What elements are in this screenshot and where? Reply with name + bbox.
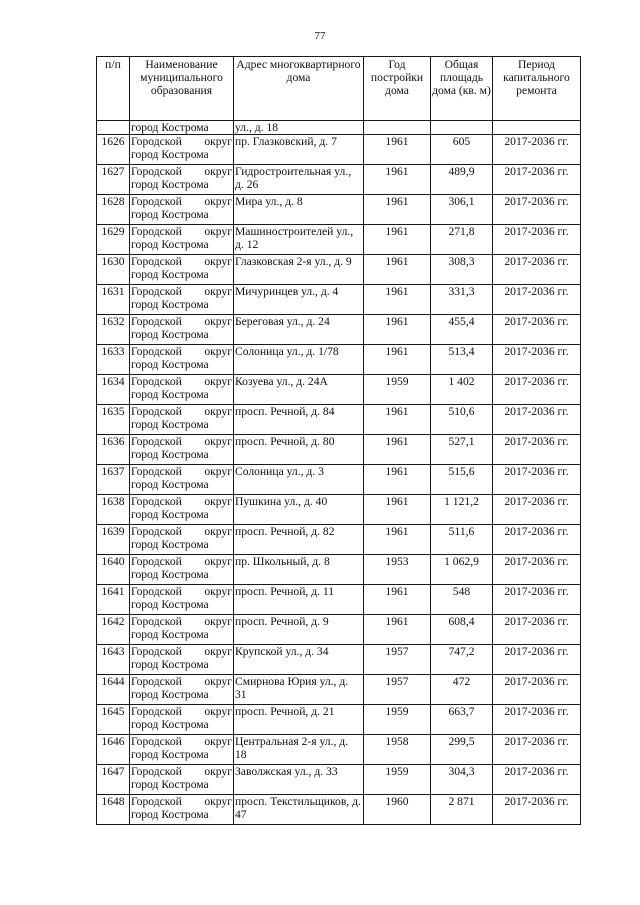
municipality-kind: округ: [204, 255, 232, 268]
cell-address: просп. Текстильщиков, д. 47: [234, 795, 364, 825]
municipality-kind: округ: [204, 765, 232, 778]
cell-period: 2017-2036 гг.: [493, 375, 581, 405]
cell-period: 2017-2036 гг.: [493, 675, 581, 705]
cell-municipality: [130, 315, 234, 345]
cell-period: 2017-2036 гг.: [493, 255, 581, 285]
municipality-type: Городской: [131, 525, 182, 538]
cell-year: 1961: [364, 525, 431, 555]
municipality-type: Городской: [131, 315, 182, 328]
cell-area: 663,7: [431, 705, 493, 735]
cell-year: 1961: [364, 255, 431, 285]
municipality-type: Городской: [131, 495, 182, 508]
municipality-kind: округ: [204, 675, 232, 688]
cell-municipality: город Кострома: [130, 121, 234, 135]
municipality-kind: округ: [204, 615, 232, 628]
municipality-city: город Кострома: [131, 478, 209, 491]
cell-area: 1 121,2: [431, 495, 493, 525]
municipality-type: Городской: [131, 195, 182, 208]
cell-year: 1961: [364, 435, 431, 465]
municipality-kind: округ: [204, 555, 232, 568]
cell-year: 1961: [364, 195, 431, 225]
municipality-city: город Кострома: [131, 568, 209, 581]
cell-year: 1959: [364, 765, 431, 795]
table-row: [97, 285, 581, 315]
cell-period: 2017-2036 гг.: [493, 765, 581, 795]
cell-address: Пушкина ул., д. 40: [234, 495, 364, 525]
cell-year: 1961: [364, 225, 431, 255]
table-row: [97, 795, 581, 825]
cell-year: 1961: [364, 615, 431, 645]
cell-area: 511,6: [431, 525, 493, 555]
municipality-kind: округ: [204, 345, 232, 358]
cell-area: 747,2: [431, 645, 493, 675]
cell-num: 1635: [97, 405, 130, 435]
municipality-kind: округ: [204, 705, 232, 718]
municipality-type: Городской: [131, 225, 182, 238]
table-row: [97, 555, 581, 585]
cell-municipality: [130, 165, 234, 195]
municipality-kind: округ: [204, 525, 232, 538]
cell-address: просп. Речной, д. 80: [234, 435, 364, 465]
header-num: п/п: [97, 57, 130, 121]
cell-num: 1626: [97, 135, 130, 165]
municipality-city: город Кострома: [131, 148, 209, 161]
municipality-city: город Кострома: [131, 328, 209, 341]
cell-period: 2017-2036 гг.: [493, 555, 581, 585]
cell-municipality: [130, 285, 234, 315]
cell-num: 1630: [97, 255, 130, 285]
cell-num: 1645: [97, 705, 130, 735]
municipality-city: город Кострома: [131, 778, 209, 791]
cell-num: 1627: [97, 165, 130, 195]
cell-num: 1638: [97, 495, 130, 525]
cell-num: 1646: [97, 735, 130, 765]
municipality-kind: округ: [204, 465, 232, 478]
cell-municipality: [130, 765, 234, 795]
municipality-kind: округ: [204, 495, 232, 508]
municipality-kind: округ: [204, 135, 232, 148]
municipality-type: Городской: [131, 615, 182, 628]
municipality-city: город Кострома: [131, 748, 209, 761]
cell-area: 304,3: [431, 765, 493, 795]
municipality-kind: округ: [204, 195, 232, 208]
page-number: 77: [314, 30, 326, 42]
table-row: [97, 735, 581, 765]
municipality-type: Городской: [131, 675, 182, 688]
cell-period: 2017-2036 гг.: [493, 165, 581, 195]
cell-num: 1631: [97, 285, 130, 315]
cell-municipality: [130, 255, 234, 285]
municipality-kind: округ: [204, 435, 232, 448]
cell-municipality: [130, 675, 234, 705]
cell-area: 605: [431, 135, 493, 165]
cell-num: 1633: [97, 345, 130, 375]
table-row: [97, 405, 581, 435]
cell-municipality: [130, 435, 234, 465]
table-row: [97, 525, 581, 555]
cell-municipality: [130, 525, 234, 555]
cell-year: 1957: [364, 645, 431, 675]
cell-address: Солоница ул., д. 3: [234, 465, 364, 495]
cell-address: просп. Речной, д. 21: [234, 705, 364, 735]
cell-area: 472: [431, 675, 493, 705]
header-period: Период капитального ремонта: [493, 57, 581, 121]
cell-area: 548: [431, 585, 493, 615]
cell-area: 510,6: [431, 405, 493, 435]
municipality-city: город Кострома: [131, 718, 209, 731]
cell-area: 299,5: [431, 735, 493, 765]
cell-period: 2017-2036 гг.: [493, 495, 581, 525]
cell-num: 1647: [97, 765, 130, 795]
municipality-kind: округ: [204, 735, 232, 748]
municipality-city: город Кострома: [131, 628, 209, 641]
cell-period: 2017-2036 гг.: [493, 615, 581, 645]
municipality-city: город Кострома: [131, 658, 209, 671]
cell-municipality: [130, 405, 234, 435]
cell-year: 1961: [364, 345, 431, 375]
municipality-type: Городской: [131, 555, 182, 568]
cell-address: Глазковская 2-я ул., д. 9: [234, 255, 364, 285]
municipality-city: город Кострома: [131, 508, 209, 521]
cell-municipality: [130, 225, 234, 255]
cell-address: Мира ул., д. 8: [234, 195, 364, 225]
cell-area: 455,4: [431, 315, 493, 345]
cell-year: 1960: [364, 795, 431, 825]
cell-year: 1961: [364, 465, 431, 495]
municipality-kind: округ: [204, 285, 232, 298]
cell-year: 1959: [364, 705, 431, 735]
cell-address: Заволжская ул., д. 33: [234, 765, 364, 795]
municipality-city: город Кострома: [131, 808, 209, 821]
cell-area: 527,1: [431, 435, 493, 465]
cell-municipality: [130, 795, 234, 825]
table-row: [97, 465, 581, 495]
cell-address: ул., д. 18: [234, 121, 364, 135]
municipality-city: город Кострома: [131, 538, 209, 551]
cell-address: пр. Глазковский, д. 7: [234, 135, 364, 165]
cell-area: 271,8: [431, 225, 493, 255]
municipality-city: город Кострома: [131, 688, 209, 701]
cell-num: 1640: [97, 555, 130, 585]
cell-period: 2017-2036 гг.: [493, 525, 581, 555]
cell-num: 1639: [97, 525, 130, 555]
cell-area: 306,1: [431, 195, 493, 225]
table-row: [97, 165, 581, 195]
cell-address: Козуева ул., д. 24А: [234, 375, 364, 405]
municipality-type: Городской: [131, 435, 182, 448]
cell-year: 1961: [364, 405, 431, 435]
cell-period: 2017-2036 гг.: [493, 795, 581, 825]
cell-num: 1637: [97, 465, 130, 495]
cell-period: 2017-2036 гг.: [493, 345, 581, 375]
cell-year: 1961: [364, 315, 431, 345]
cell-num: 1643: [97, 645, 130, 675]
cell-num: 1641: [97, 585, 130, 615]
cell-address: Смирнова Юрия ул., д. 31: [234, 675, 364, 705]
cell-area: [431, 121, 493, 135]
municipality-city: город Кострома: [131, 358, 209, 371]
cell-municipality: [130, 465, 234, 495]
table-row: [97, 135, 581, 165]
cell-municipality: [130, 645, 234, 675]
municipality-kind: округ: [204, 165, 232, 178]
cell-year: 1959: [364, 375, 431, 405]
municipality-type: Городской: [131, 375, 182, 388]
cell-period: 2017-2036 гг.: [493, 195, 581, 225]
municipality-type: Городской: [131, 135, 182, 148]
cell-area: 489,9: [431, 165, 493, 195]
table-row: [97, 375, 581, 405]
table-header-row: [97, 57, 581, 121]
cell-num: 1644: [97, 675, 130, 705]
cell-period: [493, 121, 581, 135]
municipality-city: город Кострома: [131, 448, 209, 461]
cell-year: 1953: [364, 555, 431, 585]
municipality-type: Городской: [131, 585, 182, 598]
municipality-kind: округ: [204, 315, 232, 328]
municipality-type: Городской: [131, 735, 182, 748]
municipality-kind: округ: [204, 645, 232, 658]
municipality-type: Городской: [131, 255, 182, 268]
cell-period: 2017-2036 гг.: [493, 645, 581, 675]
table-row: [97, 195, 581, 225]
table-row: [97, 585, 581, 615]
continuation-row: [97, 121, 581, 135]
cell-address: Центральная 2-я ул., д. 18: [234, 735, 364, 765]
municipality-type: Городской: [131, 285, 182, 298]
cell-num: 1648: [97, 795, 130, 825]
cell-period: 2017-2036 гг.: [493, 585, 581, 615]
table-row: [97, 615, 581, 645]
cell-area: 513,4: [431, 345, 493, 375]
cell-area: 308,3: [431, 255, 493, 285]
cell-period: 2017-2036 гг.: [493, 225, 581, 255]
municipality-kind: округ: [204, 405, 232, 418]
cell-year: 1957: [364, 675, 431, 705]
table-row: [97, 315, 581, 345]
municipality-city: город Кострома: [131, 238, 209, 251]
municipality-type: Городской: [131, 765, 182, 778]
cell-area: 1 062,9: [431, 555, 493, 585]
municipality-city: город Кострома: [131, 268, 209, 281]
table-row: [97, 255, 581, 285]
cell-period: 2017-2036 гг.: [493, 405, 581, 435]
cell-year: 1961: [364, 495, 431, 525]
cell-period: 2017-2036 гг.: [493, 465, 581, 495]
cell-municipality: [130, 735, 234, 765]
cell-address: Машиностроителей ул., д. 12: [234, 225, 364, 255]
header-area: Общая площадь дома (кв. м): [431, 57, 493, 121]
cell-address: просп. Речной, д. 11: [234, 585, 364, 615]
cell-num: [97, 121, 130, 135]
municipality-type: Городской: [131, 645, 182, 658]
municipality-city: город Кострома: [131, 598, 209, 611]
cell-period: 2017-2036 гг.: [493, 735, 581, 765]
cell-num: 1629: [97, 225, 130, 255]
cell-municipality: [130, 375, 234, 405]
header-municipality: Наименование муниципального образования: [130, 57, 234, 121]
cell-year: 1958: [364, 735, 431, 765]
municipality-type: Городской: [131, 405, 182, 418]
cell-year: 1961: [364, 135, 431, 165]
cell-address: просп. Речной, д. 84: [234, 405, 364, 435]
cell-address: Солоница ул., д. 1/78: [234, 345, 364, 375]
cell-year: [364, 121, 431, 135]
table-row: [97, 435, 581, 465]
municipality-type: Городской: [131, 165, 182, 178]
cell-address: Мичуринцев ул., д. 4: [234, 285, 364, 315]
table-row: [97, 765, 581, 795]
cell-area: 331,3: [431, 285, 493, 315]
municipality-city: город Кострома: [131, 418, 209, 431]
cell-area: 515,6: [431, 465, 493, 495]
municipality-type: Городской: [131, 465, 182, 478]
cell-num: 1642: [97, 615, 130, 645]
header-address: Адрес многоквартирного дома: [234, 57, 364, 121]
table-row: [97, 705, 581, 735]
municipality-city: город Кострома: [131, 208, 209, 221]
housing-table: [96, 56, 581, 825]
municipality-type: Городской: [131, 345, 182, 358]
cell-period: 2017-2036 гг.: [493, 315, 581, 345]
cell-year: 1961: [364, 585, 431, 615]
cell-num: 1632: [97, 315, 130, 345]
cell-period: 2017-2036 гг.: [493, 705, 581, 735]
cell-year: 1961: [364, 165, 431, 195]
cell-municipality: [130, 585, 234, 615]
municipality-city: город Кострома: [131, 178, 209, 191]
cell-address: просп. Речной, д. 9: [234, 615, 364, 645]
municipality-city: город Кострома: [131, 298, 209, 311]
cell-municipality: [130, 555, 234, 585]
table-row: [97, 345, 581, 375]
cell-municipality: [130, 135, 234, 165]
header-year: Год постройки дома: [364, 57, 431, 121]
table-row: [97, 225, 581, 255]
municipality-kind: округ: [204, 375, 232, 388]
municipality-kind: округ: [204, 225, 232, 238]
municipality-city: город Кострома: [131, 388, 209, 401]
cell-num: 1628: [97, 195, 130, 225]
municipality-kind: округ: [204, 585, 232, 598]
cell-address: Гидростроительная ул., д. 26: [234, 165, 364, 195]
cell-area: 1 402: [431, 375, 493, 405]
cell-area: 608,4: [431, 615, 493, 645]
cell-address: Береговая ул., д. 24: [234, 315, 364, 345]
cell-period: 2017-2036 гг.: [493, 135, 581, 165]
municipality-type: Городской: [131, 795, 182, 808]
cell-municipality: [130, 345, 234, 375]
cell-municipality: [130, 195, 234, 225]
cell-num: 1636: [97, 435, 130, 465]
cell-address: Крупской ул., д. 34: [234, 645, 364, 675]
cell-period: 2017-2036 гг.: [493, 285, 581, 315]
cell-area: 2 871: [431, 795, 493, 825]
municipality-type: Городской: [131, 705, 182, 718]
cell-municipality: [130, 615, 234, 645]
cell-address: просп. Речной, д. 82: [234, 525, 364, 555]
table-row: [97, 645, 581, 675]
cell-address: пр. Школьный, д. 8: [234, 555, 364, 585]
municipality-kind: округ: [204, 795, 232, 808]
table-row: [97, 675, 581, 705]
table-row: [97, 495, 581, 525]
cell-num: 1634: [97, 375, 130, 405]
cell-period: 2017-2036 гг.: [493, 435, 581, 465]
cell-municipality: [130, 705, 234, 735]
cell-municipality: [130, 495, 234, 525]
cell-year: 1961: [364, 285, 431, 315]
